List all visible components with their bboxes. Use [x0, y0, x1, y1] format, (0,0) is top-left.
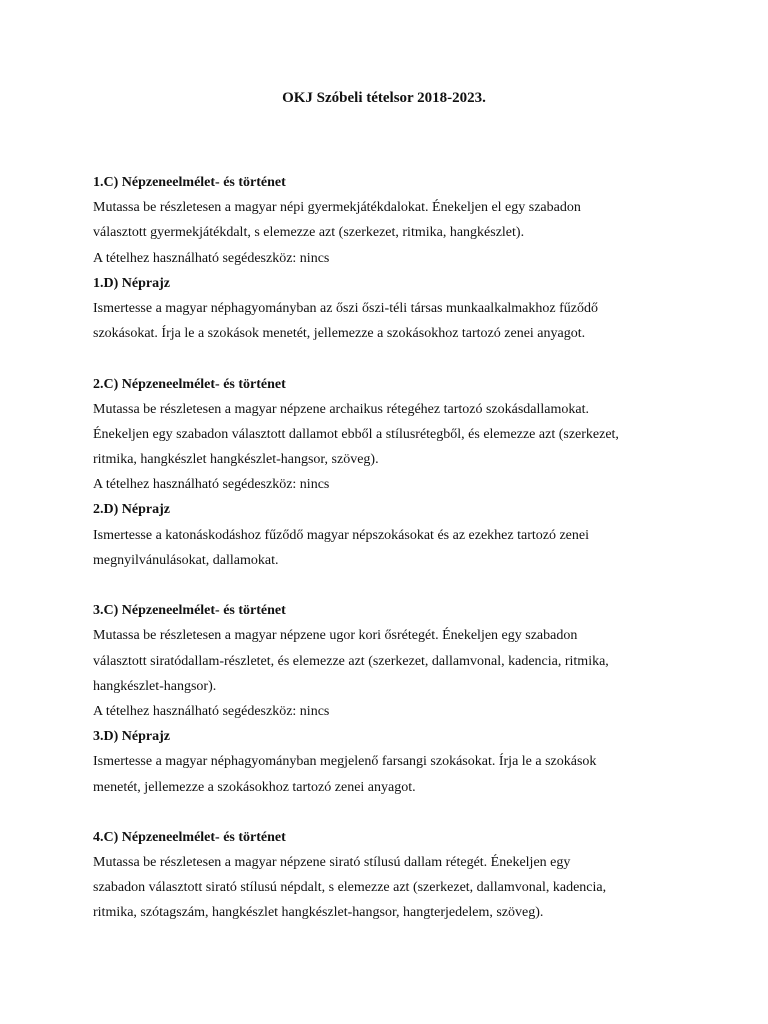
section-1-c-tool: A tételhez használható segédeszköz: nincs: [93, 250, 330, 266]
section-2: [93, 372, 693, 574]
section-4-c-text-line: Mutassa be részletesen a magyar népzene sirató stílusú dallam rétegét. Énekeljen egy: [93, 855, 571, 871]
section-2-c-heading: 2.C) Népzeneelmélet- és történet: [93, 376, 286, 392]
section-3-c-text-line: Mutassa be részletesen a magyar népzene ugor kori ősrétegét. Énekeljen egy szabadon: [93, 628, 578, 644]
section-spacer: [93, 800, 693, 825]
section-2-c-text-line: ritmika, hangkészlet hangkészlet-hangsor, szöveg).: [93, 452, 379, 468]
section-3: [93, 598, 693, 800]
section-1: [93, 170, 693, 346]
section-2-d-text-line: megnyilvánulásokat, dallamokat.: [93, 552, 279, 568]
section-1-d-heading: 1.D) Néprajz: [93, 275, 170, 291]
section-1-c-text-line: választott gyermekjátékdalt, s elemezze azt (szerkezet, ritmika, hangkészlet).: [93, 225, 525, 241]
section-4-c-text-line: ritmika, szótagszám, hangkészlet hangkészlet-hangsor, hangterjedelem, szöveg).: [93, 905, 544, 921]
document-body: [93, 170, 693, 926]
section-spacer: [93, 346, 693, 371]
section-3-c-text-line: választott siratódallam-részletet, és elemezze azt (szerkezet, dallamvonal, kadencia, ritmika,: [93, 653, 609, 669]
section-1-c-heading: 1.C) Népzeneelmélet- és történet: [93, 175, 286, 190]
section-2-c-text-line: Mutassa be részletesen a magyar népzene archaikus rétegéhez tartozó szokásdallamokat.: [93, 401, 589, 417]
section-4: [93, 825, 693, 926]
section-3-c-heading: 3.C) Népzeneelmélet- és történet: [93, 603, 286, 619]
document-title: OKJ Szóbeli tételsor 2018-2023.: [282, 90, 486, 106]
section-2-c-tool: A tételhez használható segédeszköz: nincs: [93, 477, 330, 493]
section-spacer: [93, 573, 693, 598]
section-3-c-text-line: hangkészlet-hangsor).: [93, 678, 217, 694]
section-2-d-heading: 2.D) Néprajz: [93, 502, 170, 518]
section-3-d-heading: 3.D) Néprajz: [93, 729, 170, 745]
section-3-d-text-line: menetét, jellemezze a szokásokhoz tartozó zenei anyagot.: [93, 779, 416, 795]
section-2-d-text-line: Ismertesse a katonáskodáshoz fűződő magyar népszokásokat és az ezekhez tartozó zenei: [93, 527, 590, 543]
section-4-c-heading: 4.C) Népzeneelmélet- és történet: [93, 829, 286, 845]
section-3-c-tool: A tételhez használható segédeszköz: nincs: [93, 703, 330, 719]
section-1-d-text-line: Ismertesse a magyar néphagyományban az őszi őszi-téli társas munkaalkalmakhoz fűződő: [93, 300, 598, 316]
section-2-c-text-line: Énekeljen egy szabadon választott dallamot ebből a stílusrétegből, és elemezze azt (szerkezet,: [93, 426, 619, 442]
section-4-c-text-line: szabadon választott sirató stílusú népdalt, s elemezze azt (szerkezet, dallamvonal, kadencia,: [93, 880, 607, 896]
section-3-d-text-line: Ismertesse a magyar néphagyományban megjelenő farsangi szokásokat. Írja le a szokások: [93, 754, 597, 770]
section-1-c-text-line: Mutassa be részletesen a magyar népi gyermekjátékdalokat. Énekeljen el egy szabadon: [93, 200, 581, 216]
section-1-d-text-line: szokásokat. Írja le a szokások menetét, jellemezze a szokásokhoz tartozó zenei anyagot.: [93, 326, 586, 342]
